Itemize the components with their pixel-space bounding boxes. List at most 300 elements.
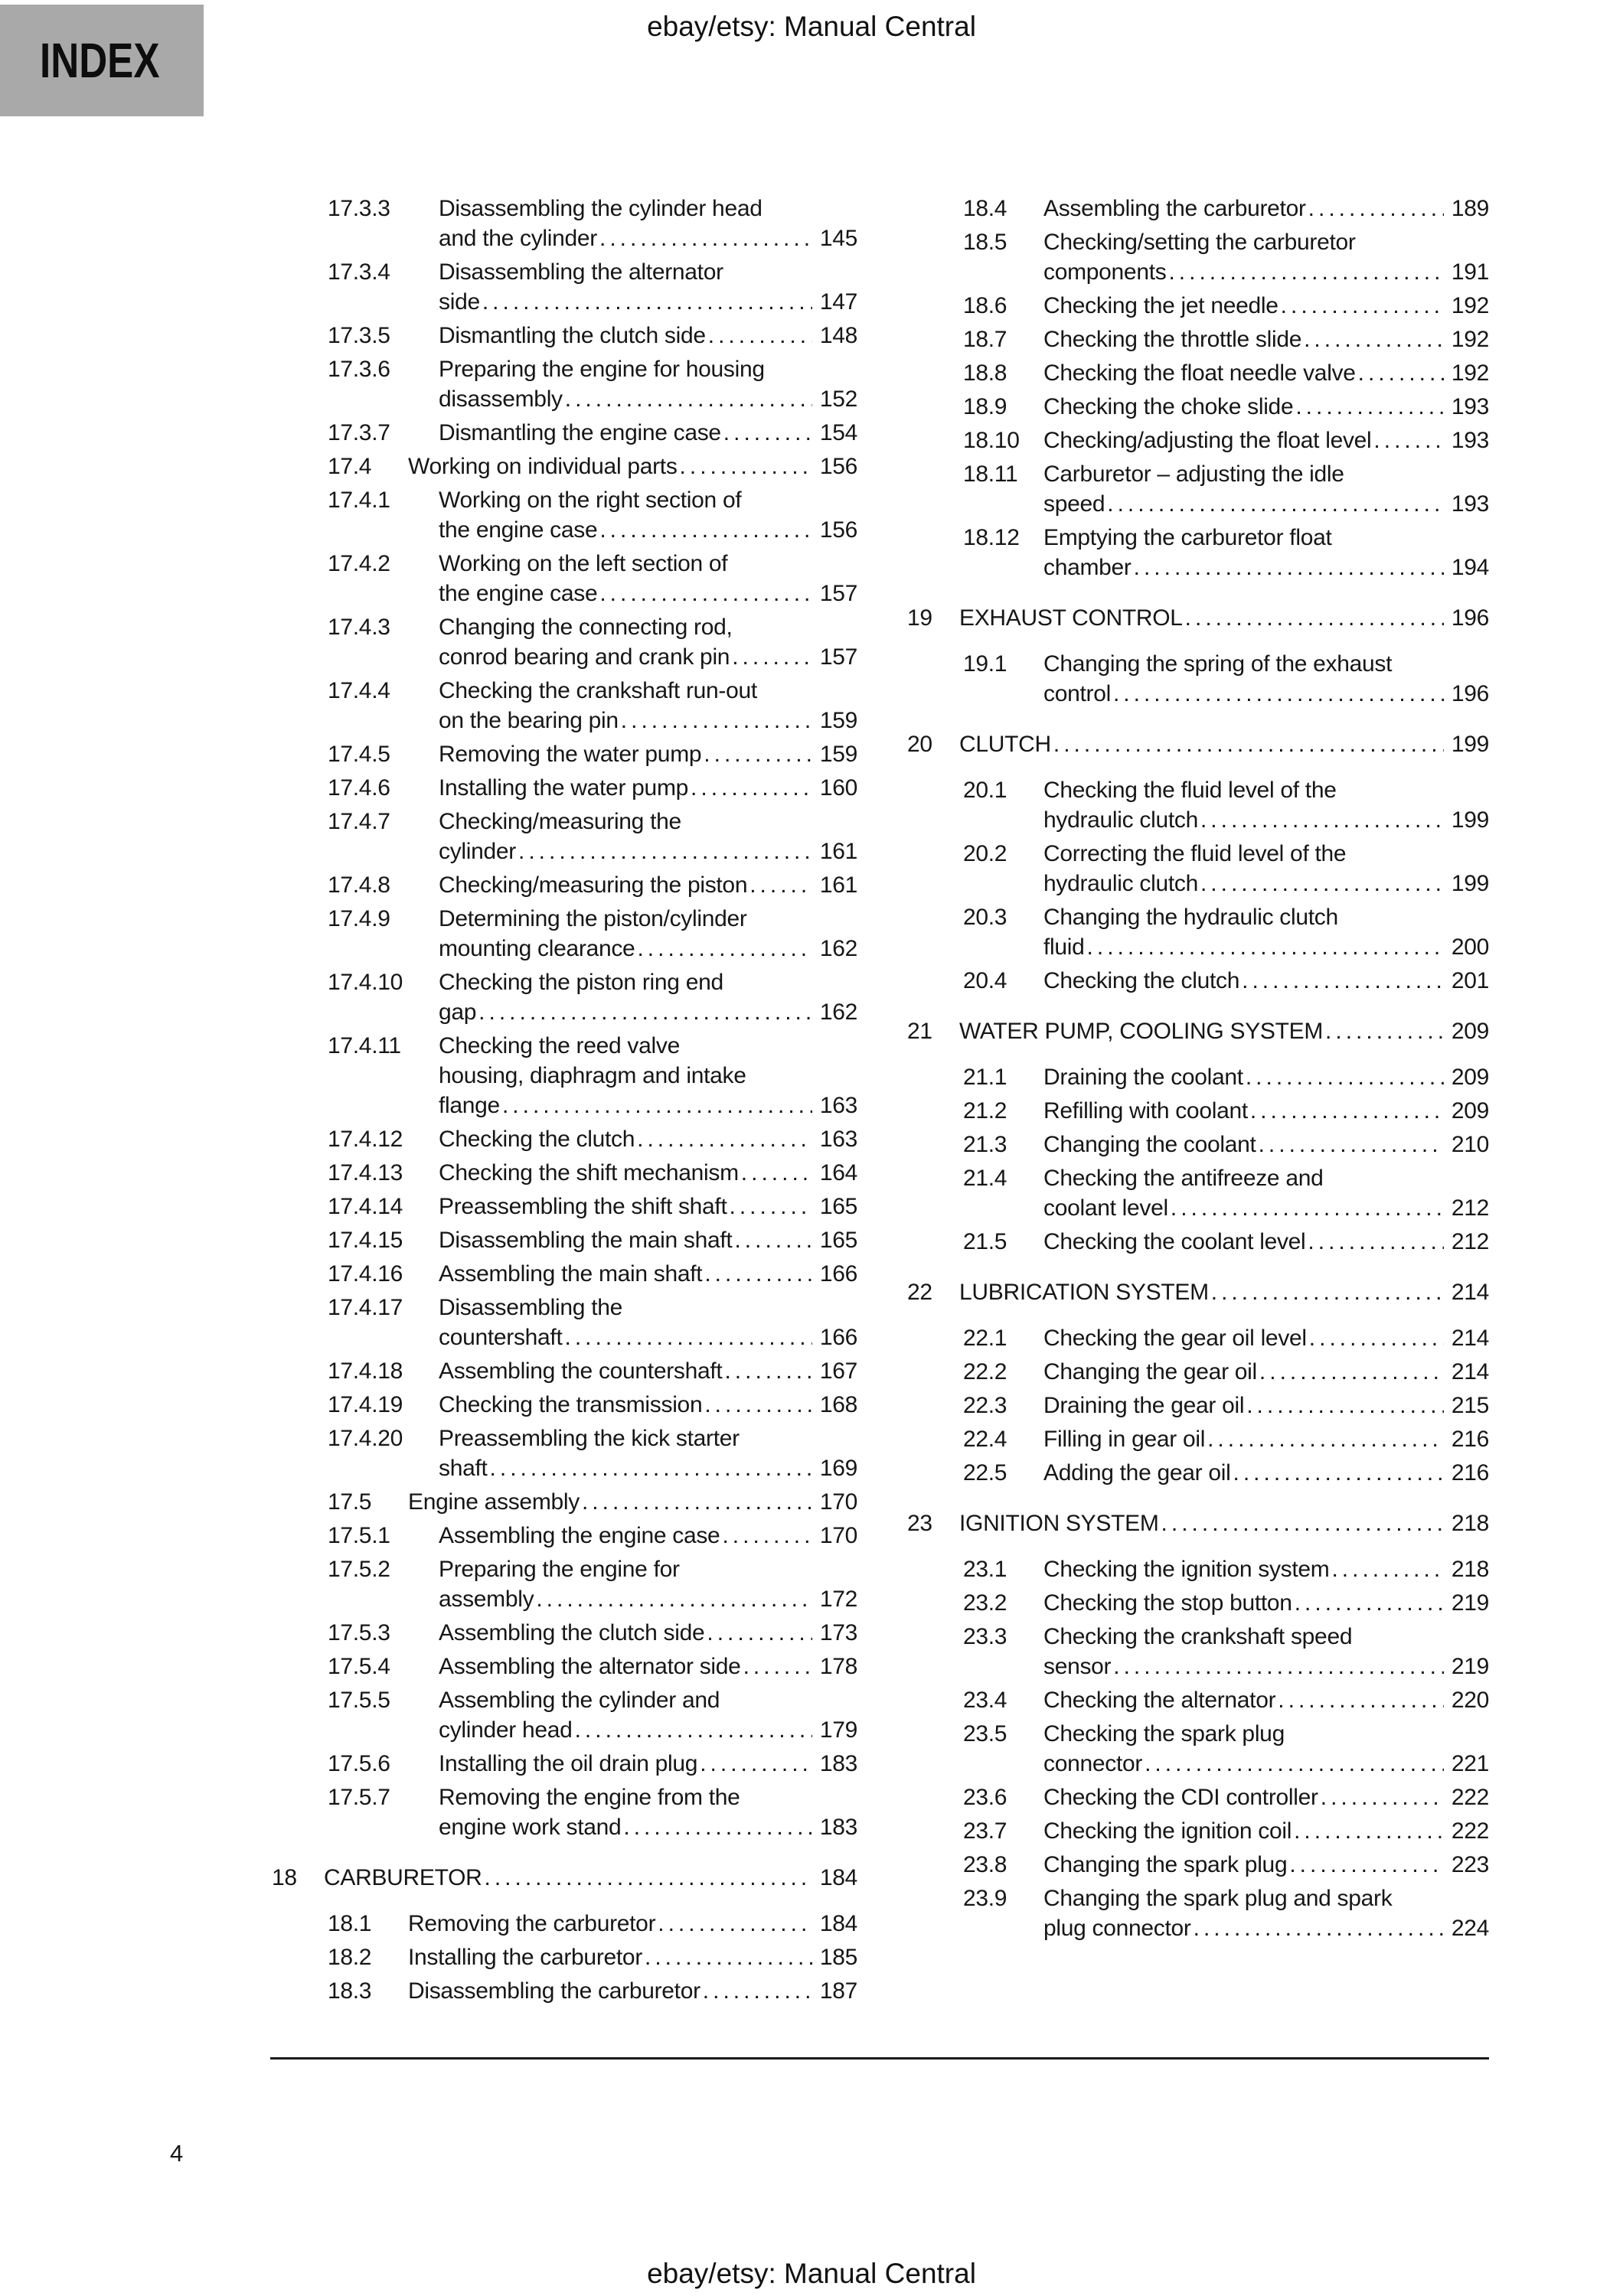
toc-entry-17.5.5 xyxy=(272,1685,857,1745)
toc-entry-number: 21.5 xyxy=(963,1229,1007,1254)
toc-entry-number: 19 xyxy=(907,605,932,631)
dot-leader xyxy=(691,773,812,803)
toc-entry-title-line: Emptying the carburetor float xyxy=(1043,525,1332,550)
toc-entry-title-line: Assembling the cylinder and xyxy=(439,1688,720,1713)
toc-column-right xyxy=(907,190,1489,1943)
toc-entry-title-line: Installing the oil drain plug xyxy=(439,1751,698,1776)
toc-entry-number: 17.4.11 xyxy=(328,1033,401,1058)
toc-entry-title-line: Disassembling the main shaft xyxy=(439,1228,733,1253)
dot-leader xyxy=(582,1487,812,1517)
toc-entry-23.1 xyxy=(907,1554,1489,1584)
toc-entry-number: 17.4.3 xyxy=(328,615,390,640)
toc-entry-number: 18.10 xyxy=(963,428,1020,453)
toc-entry-title-line: Checking the ignition coil xyxy=(1043,1818,1292,1844)
toc-entry-22.1 xyxy=(907,1323,1489,1353)
toc-entry-number: 17.4 xyxy=(328,454,372,479)
toc-entry-number: 22.2 xyxy=(963,1359,1007,1384)
toc-entry-23.6 xyxy=(907,1782,1489,1812)
toc-entry-page-ref: 169 xyxy=(819,1456,857,1481)
dot-leader xyxy=(1242,966,1444,996)
toc-entry-title-line: Changing the gear oil xyxy=(1043,1359,1257,1384)
toc-entry-21.5 xyxy=(907,1227,1489,1257)
toc-entry-number: 17.4.9 xyxy=(328,906,390,931)
toc-entry-number: 17.5.6 xyxy=(328,1751,390,1776)
dot-leader xyxy=(1053,729,1444,759)
dot-leader xyxy=(1358,358,1444,388)
dot-leader xyxy=(1373,426,1443,455)
dot-leader xyxy=(1168,257,1443,287)
toc-entry-title-line: components xyxy=(1043,259,1167,285)
toc-entry-page-ref: 193 xyxy=(1451,428,1489,453)
toc-entry-title-line: the engine case xyxy=(439,517,598,543)
toc-entry-17.4.14 xyxy=(272,1192,857,1221)
dot-leader xyxy=(722,1521,812,1551)
dot-leader xyxy=(565,384,812,414)
toc-entry-number: 20 xyxy=(907,732,932,757)
dot-leader xyxy=(645,1942,812,1972)
toc-entry-title-line: Changing the spark plug and spark xyxy=(1043,1886,1393,1911)
toc-entry-17.5.4 xyxy=(272,1652,857,1681)
dot-leader xyxy=(724,1356,812,1386)
toc-entry-page-ref: 212 xyxy=(1451,1229,1489,1254)
toc-entry-page-ref: 189 xyxy=(1451,196,1489,221)
toc-entry-number: 21.2 xyxy=(963,1098,1007,1124)
toc-entry-page-ref: 157 xyxy=(819,644,857,670)
toc-entry-title-line: on the bearing pin xyxy=(439,708,619,733)
toc-entry-title-line: side xyxy=(439,289,480,315)
header-title: ebay/etsy: Manual Central xyxy=(647,11,976,42)
toc-entry-page-ref: 187 xyxy=(819,1978,857,2004)
toc-entry-22.2 xyxy=(907,1357,1489,1387)
toc-entry-17.4.10 xyxy=(272,967,857,1027)
toc-entry-18.4 xyxy=(907,194,1489,223)
toc-entry-number: 23.6 xyxy=(963,1785,1007,1810)
dot-leader xyxy=(536,1584,812,1614)
toc-entry-23.9 xyxy=(907,1883,1489,1943)
dot-leader xyxy=(1281,291,1444,321)
toc-entry-title-line: Checking the piston ring end xyxy=(439,970,723,995)
toc-entry-title-line: Checking the ignition system xyxy=(1043,1557,1330,1582)
toc-entry-page-ref: 148 xyxy=(819,323,857,348)
toc-entry-page-ref: 214 xyxy=(1451,1326,1489,1351)
toc-entry-title-line: Disassembling the cylinder head xyxy=(439,196,763,221)
toc-entry-page-ref: 222 xyxy=(1451,1818,1489,1844)
toc-entry-page-ref: 159 xyxy=(819,708,857,733)
toc-entry-title-line: Checking the float needle valve xyxy=(1043,360,1356,386)
toc-entry-number: 17.4.8 xyxy=(328,872,390,898)
toc-entry-17.5.3 xyxy=(272,1618,857,1648)
toc-entry-21.4 xyxy=(907,1163,1489,1223)
toc-entry-23.4 xyxy=(907,1685,1489,1715)
toc-entry-title-line: Assembling the carburetor xyxy=(1043,196,1306,221)
toc-entry-number: 17.4.2 xyxy=(328,551,390,576)
dot-leader xyxy=(478,997,812,1027)
toc-entry-page-ref: 209 xyxy=(1451,1098,1489,1124)
toc-entry-18 xyxy=(272,1863,857,1893)
toc-entry-title-line: the engine case xyxy=(439,581,598,606)
toc-entry-17.3.3 xyxy=(272,194,857,253)
toc-entry-title-line: Checking/measuring the xyxy=(439,809,681,834)
toc-entry-title-line: Working on individual parts xyxy=(408,454,678,479)
toc-entry-21 xyxy=(907,1016,1489,1046)
dot-leader xyxy=(1145,1749,1444,1779)
toc-entry-page-ref: 210 xyxy=(1451,1132,1489,1157)
toc-entry-page-ref: 224 xyxy=(1451,1916,1489,1941)
toc-entry-23 xyxy=(907,1508,1489,1538)
toc-entry-22.4 xyxy=(907,1424,1489,1454)
toc-entry-title-line: hydraulic clutch xyxy=(1043,871,1198,896)
toc-entry-page-ref: 216 xyxy=(1451,1427,1489,1452)
toc-entry-title-line: WATER PUMP, COOLING SYSTEM xyxy=(959,1019,1324,1044)
dot-leader xyxy=(490,1453,812,1483)
toc-entry-23.5 xyxy=(907,1719,1489,1779)
toc-entry-number: 17.5.3 xyxy=(328,1620,390,1645)
toc-entry-number: 23.8 xyxy=(963,1852,1007,1877)
toc-entry-number: 17.4.16 xyxy=(328,1261,403,1287)
toc-entry-number: 21.4 xyxy=(963,1166,1007,1191)
dot-leader xyxy=(502,1091,812,1120)
toc-entry-title-line: Checking the jet needle xyxy=(1043,293,1278,318)
toc-entry-23.7 xyxy=(907,1816,1489,1846)
dot-leader xyxy=(700,1749,812,1779)
toc-entry-title-line: mounting clearance xyxy=(439,936,635,961)
dot-leader xyxy=(623,1812,812,1842)
toc-entry-page-ref: 201 xyxy=(1451,968,1489,993)
toc-entry-number: 17.5.2 xyxy=(328,1557,390,1582)
toc-entry-page-ref: 172 xyxy=(819,1587,857,1612)
toc-entry-page-ref: 219 xyxy=(1451,1654,1489,1679)
toc-entry-17.4.18 xyxy=(272,1356,857,1386)
toc-entry-number: 17.4.1 xyxy=(328,488,390,513)
toc-entry-page-ref: 166 xyxy=(819,1325,857,1350)
dot-leader xyxy=(484,1863,812,1893)
toc-entry-17.5.6 xyxy=(272,1749,857,1779)
toc-entry-page-ref: 179 xyxy=(819,1717,857,1743)
toc-entry-number: 18.2 xyxy=(328,1945,372,1970)
toc-entry-21.2 xyxy=(907,1096,1489,1126)
toc-entry-number: 17.5 xyxy=(328,1489,372,1515)
dot-leader xyxy=(1259,1357,1444,1387)
toc-entry-page-ref: 160 xyxy=(819,775,857,801)
dot-leader xyxy=(637,1124,812,1154)
toc-entry-22.3 xyxy=(907,1391,1489,1420)
toc-entry-17.5 xyxy=(272,1487,857,1517)
toc-entry-title-line: Preassembling the shift shaft xyxy=(439,1194,727,1219)
dot-leader xyxy=(704,1259,812,1289)
toc-entry-number: 22.5 xyxy=(963,1460,1007,1486)
toc-entry-title-line: Working on the left section of xyxy=(439,551,728,576)
toc-entry-title-line: Assembling the alternator side xyxy=(439,1654,741,1679)
toc-entry-title-line: shaft xyxy=(439,1456,488,1481)
toc-entry-page-ref: 212 xyxy=(1451,1195,1489,1221)
toc-entry-title-line: Checking the reed valve xyxy=(439,1033,680,1058)
toc-entry-number: 23.3 xyxy=(963,1624,1007,1649)
toc-entry-page-ref: 156 xyxy=(819,454,857,479)
toc-entry-page-ref: 168 xyxy=(819,1392,857,1417)
toc-entry-number: 18.1 xyxy=(328,1911,372,1936)
toc-entry-title-line: Disassembling the alternator xyxy=(439,259,723,285)
toc-entry-page-ref: 218 xyxy=(1451,1557,1489,1582)
dot-leader xyxy=(707,1618,812,1648)
dot-leader xyxy=(1194,1913,1444,1943)
toc-entry-20.2 xyxy=(907,839,1489,899)
toc-entry-page-ref: 166 xyxy=(819,1261,857,1287)
toc-entry-title-line: Checking the CDI controller xyxy=(1043,1785,1318,1810)
toc-entry-17.4.17 xyxy=(272,1293,857,1352)
toc-entry-17.4.11 xyxy=(272,1031,857,1120)
dot-leader xyxy=(1200,805,1444,835)
toc-entry-number: 17.4.17 xyxy=(328,1295,403,1320)
toc-entry-title-line: CARBURETOR xyxy=(324,1865,482,1890)
toc-entry-title-line: Changing the hydraulic clutch xyxy=(1043,905,1338,930)
toc-entry-title-line: Assembling the countershaft xyxy=(439,1358,723,1384)
dot-leader xyxy=(723,418,812,448)
toc-entry-title-line: Checking/setting the carburetor xyxy=(1043,230,1356,255)
toc-entry-page-ref: 156 xyxy=(819,517,857,543)
toc-entry-title-line: Carburetor – adjusting the idle xyxy=(1043,461,1344,487)
toc-entry-17.5.2 xyxy=(272,1554,857,1614)
toc-entry-title-line: chamber xyxy=(1043,555,1132,580)
toc-entry-page-ref: 165 xyxy=(819,1228,857,1253)
toc-entry-19 xyxy=(907,603,1489,633)
toc-entry-title-line: Dismantling the engine case xyxy=(439,420,721,445)
toc-entry-page-ref: 145 xyxy=(819,226,857,251)
page-number: 4 xyxy=(170,2140,184,2167)
toc-entry-title-line: speed xyxy=(1043,491,1105,517)
toc-entry-17.4.12 xyxy=(272,1124,857,1154)
toc-entry-page-ref: 200 xyxy=(1451,934,1489,960)
toc-entry-number: 17.4.12 xyxy=(328,1127,403,1152)
dot-leader xyxy=(1246,1391,1444,1420)
toc-entry-title-line: housing, diaphragm and intake xyxy=(439,1063,746,1088)
toc-entry-page-ref: 161 xyxy=(819,839,857,864)
toc-entry-number: 17.5.1 xyxy=(328,1523,390,1548)
toc-entry-title-line: Disassembling the carburetor xyxy=(408,1978,700,2004)
toc-entry-page-ref: 184 xyxy=(819,1865,857,1890)
toc-entry-title-line: LUBRICATION SYSTEM xyxy=(959,1280,1209,1305)
toc-entry-title-line: Working on the right section of xyxy=(439,488,742,513)
toc-entry-17.4.8 xyxy=(272,870,857,900)
dot-leader xyxy=(1113,1652,1444,1681)
toc-entry-number: 17.3.5 xyxy=(328,323,390,348)
toc-entry-title-line: Checking the spark plug xyxy=(1043,1721,1285,1746)
toc-entry-18.10 xyxy=(907,426,1489,455)
toc-entry-21.3 xyxy=(907,1130,1489,1159)
toc-entry-17.4.3 xyxy=(272,612,857,672)
dot-leader xyxy=(1308,1227,1443,1257)
toc-entry-17.4.4 xyxy=(272,676,857,735)
dot-leader xyxy=(730,1192,812,1221)
dot-leader xyxy=(599,515,812,545)
toc-entry-page-ref: 161 xyxy=(819,872,857,898)
dot-leader xyxy=(518,837,812,866)
toc-entry-page-ref: 199 xyxy=(1451,732,1489,757)
toc-entry-19.1 xyxy=(907,649,1489,709)
toc-entry-page-ref: 170 xyxy=(819,1489,857,1515)
toc-entry-17.4.20 xyxy=(272,1424,857,1483)
toc-entry-title-line: coolant level xyxy=(1043,1195,1168,1221)
toc-entry-title-line: Adding the gear oil xyxy=(1043,1460,1231,1486)
dot-leader xyxy=(1295,1588,1444,1618)
toc-entry-title-line: countershaft xyxy=(439,1325,563,1350)
dot-leader xyxy=(1107,489,1444,519)
toc-entry-page-ref: 183 xyxy=(819,1751,857,1776)
toc-entry-number: 17.5.7 xyxy=(328,1785,390,1810)
toc-entry-page-ref: 193 xyxy=(1451,491,1489,517)
toc-entry-22.5 xyxy=(907,1458,1489,1488)
toc-entry-title-line: Checking the shift mechanism xyxy=(439,1160,739,1186)
toc-entry-number: 17.3.6 xyxy=(328,357,390,382)
toc-entry-number: 17.4.18 xyxy=(328,1358,403,1384)
toc-entry-18.6 xyxy=(907,291,1489,321)
toc-entry-20.4 xyxy=(907,966,1489,996)
dot-leader xyxy=(621,706,812,735)
toc-entry-number: 17.5.4 xyxy=(328,1654,390,1679)
toc-entry-title-line: Engine assembly xyxy=(408,1489,580,1515)
toc-entry-number: 20.4 xyxy=(963,968,1007,993)
toc-entry-page-ref: 214 xyxy=(1451,1280,1489,1305)
dot-leader xyxy=(1211,1277,1444,1307)
dot-leader xyxy=(658,1909,812,1939)
dot-leader xyxy=(680,452,812,481)
toc-entry-number: 23.2 xyxy=(963,1590,1007,1616)
toc-entry-number: 18.9 xyxy=(963,394,1007,419)
dot-leader xyxy=(637,934,812,964)
toc-entry-page-ref: 218 xyxy=(1451,1511,1489,1536)
toc-entry-page-ref: 170 xyxy=(819,1523,857,1548)
toc-entry-page-ref: 220 xyxy=(1451,1688,1489,1713)
toc-entry-page-ref: 162 xyxy=(819,1000,857,1025)
toc-entry-title-line: Checking the stop button xyxy=(1043,1590,1292,1616)
toc-entry-page-ref: 219 xyxy=(1451,1590,1489,1616)
toc-entry-title-line: Checking the antifreeze and xyxy=(1043,1166,1324,1191)
toc-entry-title-line: hydraulic clutch xyxy=(1043,807,1198,833)
toc-entry-number: 18.5 xyxy=(963,230,1007,255)
toc-entry-page-ref: 194 xyxy=(1451,555,1489,580)
toc-entry-page-ref: 192 xyxy=(1451,360,1489,386)
toc-entry-page-ref: 191 xyxy=(1451,259,1489,285)
toc-entry-page-ref: 152 xyxy=(819,386,857,412)
toc-entry-title-line: and the cylinder xyxy=(439,226,598,251)
dot-leader xyxy=(1185,603,1444,633)
toc-entry-page-ref: 165 xyxy=(819,1194,857,1219)
toc-entry-number: 17.4.19 xyxy=(328,1392,403,1417)
dot-leader xyxy=(1278,1685,1444,1715)
toc-entry-23.8 xyxy=(907,1850,1489,1880)
toc-entry-title-line: Preparing the engine for xyxy=(439,1557,680,1582)
dot-leader xyxy=(1309,1323,1444,1353)
toc-entry-title-line: Changing the connecting rod, xyxy=(439,615,733,640)
toc-entry-title-line: Assembling the clutch side xyxy=(439,1620,705,1645)
toc-entry-page-ref: 147 xyxy=(819,289,857,315)
dot-leader xyxy=(1207,1424,1444,1454)
dot-leader xyxy=(1161,1508,1444,1538)
toc-entry-page-ref: 196 xyxy=(1451,605,1489,631)
toc-entry-title-line: flange xyxy=(439,1093,500,1118)
toc-entry-title-line: Checking the alternator xyxy=(1043,1688,1276,1713)
toc-entry-page-ref: 183 xyxy=(819,1815,857,1840)
toc-entry-18.9 xyxy=(907,392,1489,422)
toc-entry-title-line: Draining the gear oil xyxy=(1043,1393,1245,1418)
dot-leader xyxy=(1295,392,1444,422)
toc-entry-number: 17.4.4 xyxy=(328,678,390,703)
toc-entry-17.4.5 xyxy=(272,739,857,769)
dot-leader xyxy=(703,1976,812,2006)
toc-entry-18.12 xyxy=(907,523,1489,582)
toc-entry-title-line: Determining the piston/cylinder xyxy=(439,906,747,931)
toc-entry-title-line: Dismantling the clutch side xyxy=(439,323,706,348)
toc-entry-page-ref: 221 xyxy=(1451,1751,1489,1776)
toc-entry-17.3.4 xyxy=(272,257,857,317)
dot-leader xyxy=(599,579,812,608)
dot-leader xyxy=(1200,869,1444,899)
toc-entry-title-line: Checking the crankshaft run-out xyxy=(439,678,757,703)
dot-leader xyxy=(704,739,812,769)
toc-entry-21.1 xyxy=(907,1062,1489,1092)
toc-entry-page-ref: 154 xyxy=(819,420,857,445)
toc-entry-17.4.19 xyxy=(272,1390,857,1420)
toc-entry-number: 17.4.14 xyxy=(328,1194,403,1219)
toc-entry-title-line: Removing the carburetor xyxy=(408,1911,656,1936)
toc-entry-title-line: disassembly xyxy=(439,386,563,412)
toc-entry-17.5.1 xyxy=(272,1521,857,1551)
dot-leader xyxy=(1331,1554,1443,1584)
toc-entry-23.2 xyxy=(907,1588,1489,1618)
dot-leader xyxy=(1308,194,1444,223)
dot-leader xyxy=(1171,1193,1444,1223)
dot-leader xyxy=(1289,1850,1444,1880)
toc-entry-17.3.7 xyxy=(272,418,857,448)
toc-entry-number: 20.2 xyxy=(963,841,1007,866)
toc-entry-number: 22 xyxy=(907,1280,932,1305)
toc-entry-title-line: Checking the transmission xyxy=(439,1392,703,1417)
dot-leader xyxy=(1250,1096,1444,1126)
dot-leader xyxy=(743,1652,812,1681)
toc-entry-number: 17.4.5 xyxy=(328,742,390,767)
dot-leader xyxy=(575,1715,812,1745)
toc-entry-17.4.6 xyxy=(272,773,857,803)
toc-entry-title-line: Checking the choke slide xyxy=(1043,394,1294,419)
dot-leader xyxy=(1321,1782,1444,1812)
toc-entry-number: 23.1 xyxy=(963,1557,1007,1582)
toc-entry-page-ref: 192 xyxy=(1451,293,1489,318)
toc-entry-title-line: gap xyxy=(439,1000,477,1025)
toc-entry-title-line: Changing the spring of the exhaust xyxy=(1043,651,1393,677)
toc-entry-17.3.6 xyxy=(272,354,857,414)
toc-entry-title-line: Changing the spark plug xyxy=(1043,1852,1288,1877)
dot-leader xyxy=(1325,1016,1444,1046)
toc-entry-title-line: Draining the coolant xyxy=(1043,1065,1243,1090)
toc-entry-number: 17.4.13 xyxy=(328,1160,403,1186)
toc-entry-page-ref: 162 xyxy=(819,936,857,961)
toc-entry-title-line: Checking the gear oil level xyxy=(1043,1326,1307,1351)
toc-entry-title-line: Checking the crankshaft speed xyxy=(1043,1624,1353,1649)
toc-entry-title-line: Checking/measuring the piston xyxy=(439,872,748,898)
dot-leader xyxy=(1233,1458,1443,1488)
toc-entry-page-ref: 196 xyxy=(1451,681,1489,706)
toc-entry-title-line: Checking the fluid level of the xyxy=(1043,778,1337,803)
toc-entry-title-line: control xyxy=(1043,681,1111,706)
toc-entry-18.2 xyxy=(272,1942,857,1972)
toc-entry-number: 17.3.4 xyxy=(328,259,390,285)
toc-entry-number: 17.3.3 xyxy=(328,196,390,221)
toc-entry-17.5.7 xyxy=(272,1782,857,1842)
dot-leader xyxy=(1294,1816,1444,1846)
toc-entry-number: 18.6 xyxy=(963,293,1007,318)
toc-entry-title-line: Assembling the engine case xyxy=(439,1523,720,1548)
toc-entry-number: 21 xyxy=(907,1019,932,1044)
toc-entry-page-ref: 199 xyxy=(1451,871,1489,896)
